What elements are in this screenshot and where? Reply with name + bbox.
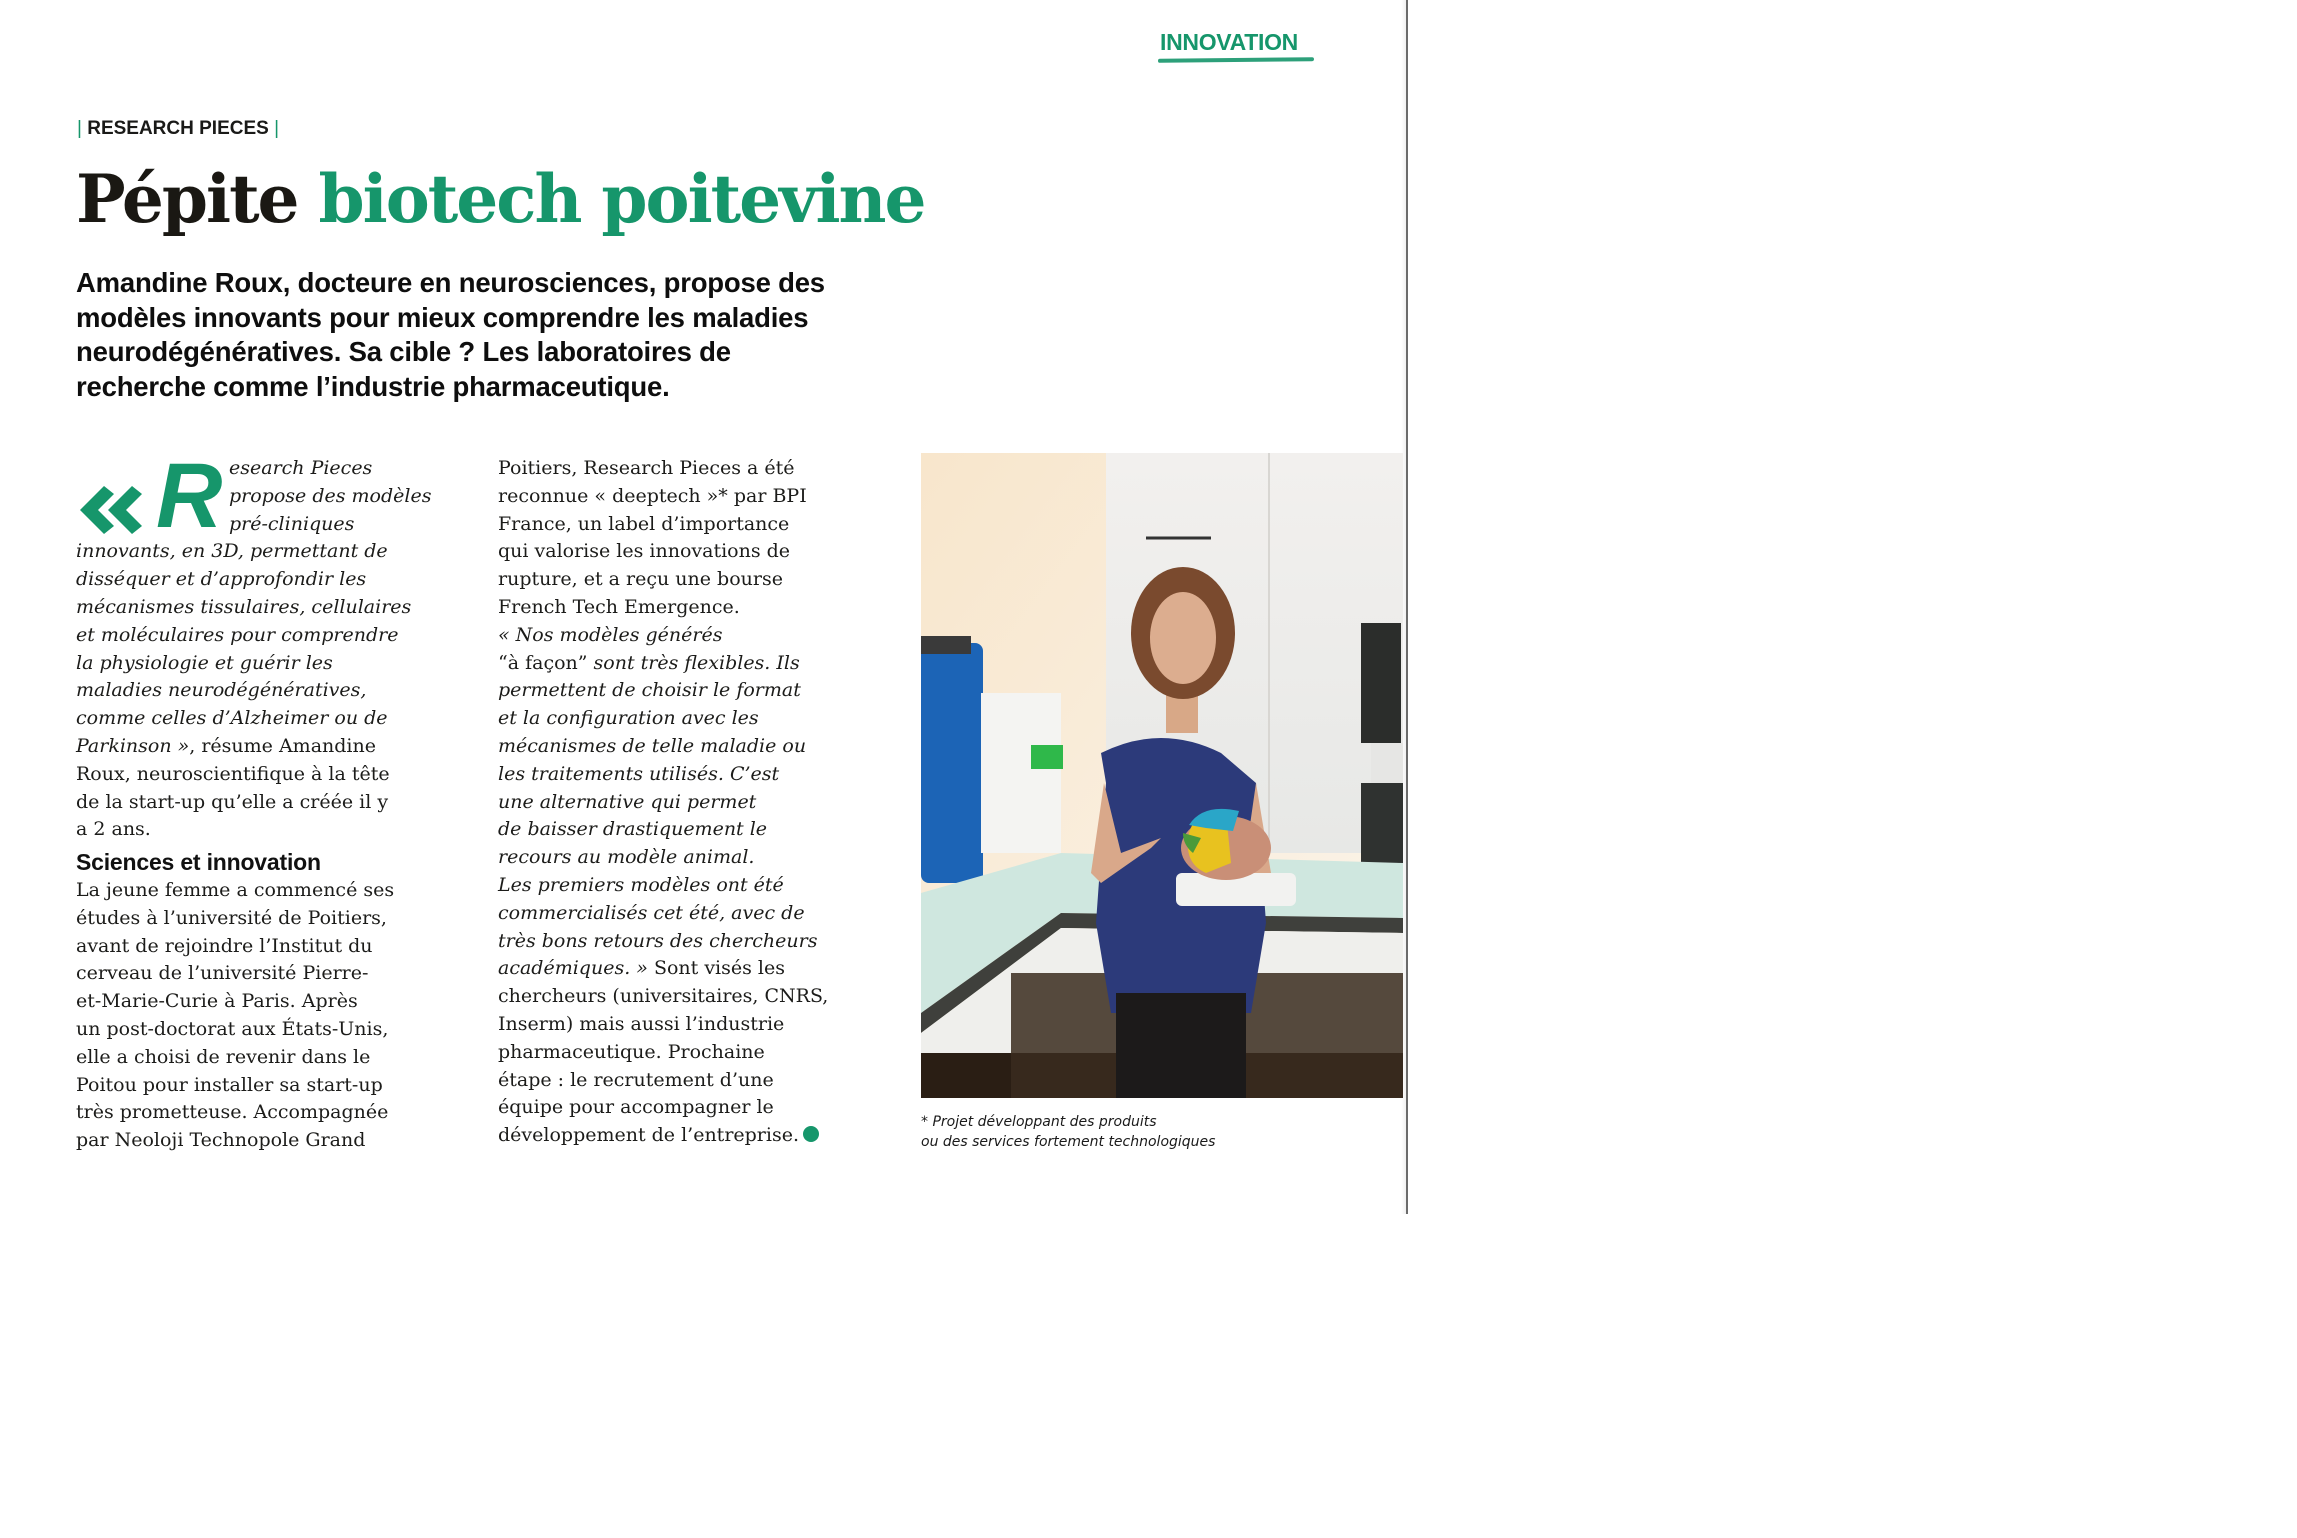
text-line: innovants, en 3D, permettant de (76, 540, 388, 563)
text-line: et moléculaires pour comprendre (76, 623, 399, 646)
text-line: disséquer et d’approfondir les (76, 568, 367, 591)
footnote (921, 1113, 1215, 1152)
quote-line: très bons retours des chercheurs (498, 929, 818, 952)
standfirst-line: modèles innovants pour mieux comprendre les maladies (76, 301, 809, 333)
title-part-2: biotech poitevine (318, 160, 925, 238)
kicker-separator-left: | (77, 118, 82, 139)
text-line: Roux, neuroscientifique à la tête (76, 762, 390, 785)
text-line: chercheurs (universitaires, CNRS, (498, 985, 829, 1008)
quote-italic-part: sont très flexibles. Ils (593, 651, 800, 674)
text-line: la physiologie et guérir les (76, 651, 333, 674)
text-line: cerveau de l’université Pierre- (76, 962, 369, 985)
text-line: pré-cliniques (229, 512, 355, 535)
standfirst-line: recherche comme l’industrie pharmaceutique. (76, 370, 670, 402)
text-line: très prometteuse. Accompagnée (76, 1101, 389, 1124)
text-line: équipe pour accompagner le (498, 1096, 774, 1119)
text-line: France, un label d’importance (498, 512, 790, 535)
text-line: Poitou pour installer sa start-up (76, 1073, 383, 1096)
text-line (498, 955, 898, 983)
subheading: Sciences et innovation (76, 849, 321, 876)
text-line: mécanismes tissulaires, cellulaires (76, 595, 412, 618)
quote-line: les traitements utilisés. C’est (498, 762, 780, 785)
kicker-separator-right: | (274, 118, 280, 139)
text-line (498, 1122, 898, 1150)
quote-line (498, 650, 898, 678)
quote-line: et la configuration avec les (498, 707, 759, 730)
text-line: French Tech Emergence. (498, 595, 740, 618)
quote-roman-part: “à façon” (498, 651, 594, 674)
quote-line: Les premiers modèles ont été (498, 873, 784, 896)
photo-credit: © Claire Marquis (2283, 1424, 2297, 1538)
text-line (76, 733, 466, 761)
drop-cap-letter: R (156, 445, 223, 547)
quote-line: de baisser drastiquement le (498, 818, 768, 841)
article-title (76, 154, 925, 244)
photo-illustration (921, 453, 1403, 1098)
page-edge (1406, 0, 1408, 1214)
quote-line: une alternative qui permet (498, 790, 757, 813)
text-line: et-Marie-Curie à Paris. Après (76, 990, 358, 1013)
quote-line: permettent de choisir le format (498, 679, 801, 702)
text-line: maladies neurodégénératives, (76, 679, 367, 702)
quote-line: recours au modèle animal. (498, 846, 755, 869)
section-label: INNOVATION (1160, 29, 1298, 55)
end-of-article-dot-icon (803, 1126, 819, 1142)
column-1 (76, 445, 466, 1155)
text-line: esearch Pieces (229, 457, 373, 479)
kicker (77, 118, 279, 140)
column-2 (498, 455, 898, 1150)
section-underline (1158, 57, 1314, 63)
text-line: avant de rejoindre l’Institut du (76, 934, 373, 957)
text-line: par Neoloji Technopole Grand (76, 1129, 366, 1152)
quote-end: Parkinson » (76, 734, 190, 757)
quote-line: mécanismes de telle maladie ou (498, 734, 807, 757)
text-line: La jeune femme a commencé ses (76, 878, 395, 901)
footnote-line: ou des services fortement technologiques (921, 1133, 1216, 1150)
footnote-line: * Projet développant des produits (921, 1114, 1157, 1130)
text-roman-part: Sont visés les (647, 957, 785, 980)
quote-line: commercialisés cet été, avec de (498, 901, 805, 924)
text-line: de la start-up qu’elle a créée il y (76, 790, 389, 813)
title-part-1: Pépite (76, 160, 298, 238)
standfirst (76, 266, 1036, 404)
text-line: comme celles d’Alzheimer ou de (76, 707, 388, 730)
quote-close: académiques. » (498, 957, 648, 980)
standfirst-line: Amandine Roux, docteure en neurosciences, propose des (76, 267, 825, 298)
text-line: un post-doctorat aux États-Unis, (76, 1017, 389, 1040)
text-line: propose des modèles (229, 484, 432, 507)
attribution: , résume Amandine (189, 734, 376, 757)
text-line: reconnue « deeptech »* par BPI (498, 484, 807, 507)
text-line: Poitiers, Research Pieces a été (498, 457, 795, 479)
text-line: étape : le recrutement d’une (498, 1068, 774, 1091)
kicker-text: RESEARCH PIECES (87, 118, 269, 139)
text-line: elle a choisi de revenir dans le (76, 1045, 371, 1068)
final-text: développement de l’entreprise. (498, 1124, 800, 1147)
text-line: pharmaceutique. Prochaine (498, 1040, 765, 1063)
standfirst-line: neurodégénératives. Sa cible ? Les laboratoires de (76, 336, 731, 367)
text-line: rupture, et a reçu une bourse (498, 568, 783, 591)
text-line: Inserm) mais aussi l’industrie (498, 1012, 785, 1035)
text-line: études à l’université de Poitiers, (76, 906, 387, 929)
text-line: a 2 ans. (76, 818, 151, 841)
text-line: qui valorise les innovations de (498, 540, 791, 563)
quote-line: « Nos modèles générés (498, 623, 723, 646)
